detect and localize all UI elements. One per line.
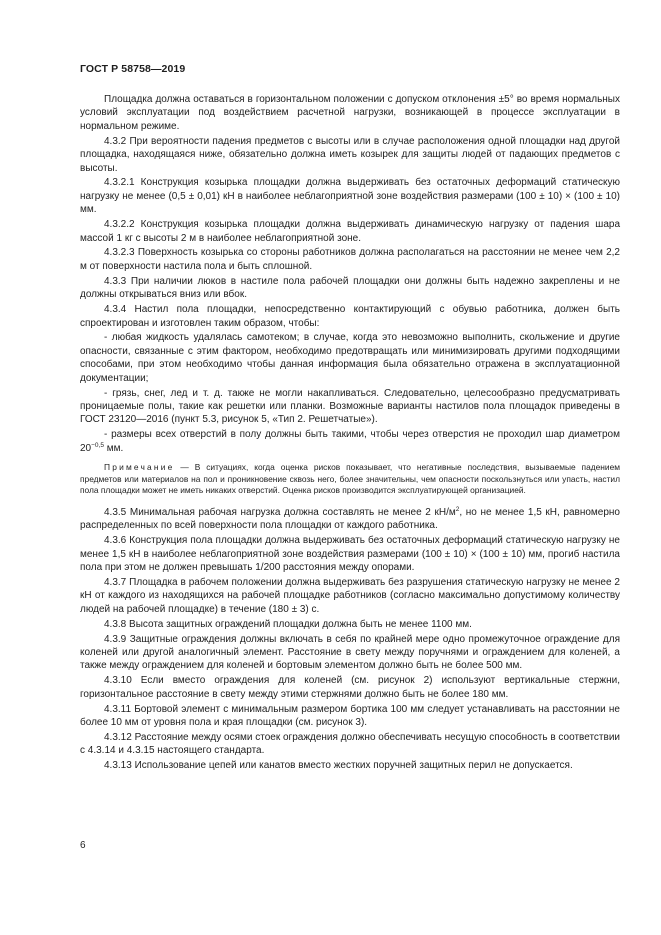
paragraph-4-3-2-2: 4.3.2.2 Конструкция козырька площадки должна выдерживать динамическую нагрузку от падения шара массой 1 кг с высоты 2 м в наиболее неблагоприятной зоне. [80, 219, 620, 244]
paragraph-4-3-3: 4.3.3 При наличии люков в настиле пола рабочей площадки они должны быть надежно закреплены и не должны открываться вниз или вбок. [80, 275, 620, 301]
paragraph-4-3-8: 4.3.8 Высота защитных ограждений площадки должна быть не менее 1100 мм. [104, 618, 472, 630]
list-item-liquid: - любая жидкость удалялась самотеком; в случае, когда это невозможно выполнить, скольжение и другие опасности, связанные с этим фактором, необходимо предотвращать или минимизировать другими подходящими способами, при этом необходимо чтобы данная информация была обязательно отражена в эксплуатационной документации; [80, 332, 620, 384]
paragraph-4-3-13: 4.3.13 Использование цепей или канатов вместо жестких поручней защитных перил не допускается. [104, 760, 573, 772]
note-block [80, 462, 620, 497]
paragraph-4-3-2: 4.3.2 При вероятности падения предметов с высоты или в случае расположения одной площадки над другой площадка, находящаяся ниже, обязательно должна иметь козырек для защиты людей от падающих предметов с высоты. [80, 135, 620, 174]
document-header: ГОСТ Р 58758—2019 [80, 63, 186, 75]
paragraph-4-3-5 [80, 506, 620, 533]
paragraph-4-3-7: 4.3.7 Площадка в рабочем положении должна выдерживать без разрушения статическую нагрузку не менее 2 кН от каждого из находящихся на рабочей площадке работников (согласно максимально допустимому количеству людей на рабочей площадке) в течение (180 ± 3) с. [80, 576, 620, 615]
paragraph-4-3-2-3: 4.3.2.3 Поверхность козырька со стороны работников должна располагаться на расстоянии не менее чем 2,2 м от поверхности настила пола и быть сплошной. [80, 247, 620, 272]
page-number: 6 [80, 840, 86, 851]
paragraph-4-3-10: 4.3.10 Если вместо ограждения для коленей (см. рисунок 2) используют вертикальные стержни, горизонтальное расстояние в свету между этими стержнями должно быть не более 180 мм. [80, 675, 620, 700]
paragraph-4-3-6: 4.3.6 Конструкция пола площадки должна выдерживать без остаточных деформаций статическую нагрузку не менее 1,5 кН в наиболее неблагоприятной зоне воздействия размерами (100 ± 10) × (100 ± 10) мм, прогиб настила пола при этом не должен превышать 1/200 расстояния между опорами. [80, 535, 620, 573]
list-item-dirt: - грязь, снег, лед и т. д. также не могли накапливаться. Следовательно, целесообразно предусматривать проницаемые полы, такие как решетки или планки. Возможные варианты настилов пола площадок приведены в ГОСТ 23120—2016 (пункт 5.3, рисунок 5, «Тип 2. Решетчатые»). [80, 387, 620, 426]
paragraph-4-3-4: 4.3.4 Настил пола площадки, непосредственно контактирующий с обувью работника, должен быть спроектирован и изготовлен таким образом, чтобы: [80, 304, 620, 329]
list-item-openings [80, 428, 620, 455]
p435-text-a: 4.3.5 Минимальная рабочая нагрузка должна составлять не менее 2 кН/м [104, 506, 456, 518]
paragraph-4-3-9: 4.3.9 Защитные ограждения должны включать в себя по крайней мере одно промежуточное ограждение для коленей или другой аналогичный элемент. Расстояние в свету между поручнями и ограждением для коленей, а также между ограждением для коленей и бортовым элементом должно быть не более 500 мм. [80, 633, 620, 672]
note-label: Примечание [104, 462, 175, 473]
openings-text: - размеры всех отверстий в полу должны быть такими, чтобы через отверстия не проходил шар диаметром 20 [80, 429, 620, 454]
diameter-unit: мм. [103, 442, 124, 454]
paragraph-4-3-12: 4.3.12 Расстояние между осями стоек ограждения должно обеспечивать несущую способность в соответствии с 4.3.14 и 4.3.15 настоящего стандарта. [80, 731, 620, 757]
p435-superscript: 2 [455, 505, 460, 513]
p435-text-b: , но не менее 1,5 кН, равномерно распределенных по всей поверхности пола площадки от каждого работника. [80, 506, 620, 532]
paragraph-4-3-2-1: 4.3.2.1 Конструкция козырька площадки должна выдерживать без остаточных деформаций статическую нагрузку не менее (0,5 ± 0,01) кН в наиболее неблагоприятной зоне воздействия размерами (100 ± 10) × (100 ± 10) мм. [80, 177, 620, 216]
diameter-tolerance: −0,5 [91, 441, 104, 449]
paragraph-4-3-11: 4.3.11 Бортовой элемент с минимальным размером бортика 100 мм следует устанавливать на расстоянии не более 10 мм от уровня пола и края площадки (см. рисунок 3). [80, 703, 620, 728]
note-text: — В ситуациях, когда оценка рисков показывает, что негативные последствия, вызываемые падением предметов или материалов на пол и проникновение сквозь него, более значительны, чем опасности поскользнуться или упасть, настил пола площадки может не иметь никаких отверстий. Оценка рисков производится эксплуатирующей организацией. [80, 462, 620, 496]
document-body [80, 93, 620, 774]
paragraph-platform-level: Площадка должна оставаться в горизонтальном положении с допуском отклонения ±5° во время нормальных условий эксплуатации под воздействием расчетной нагрузки, возникающей в процессе эксплуатации в нормальном режиме. [80, 94, 620, 132]
